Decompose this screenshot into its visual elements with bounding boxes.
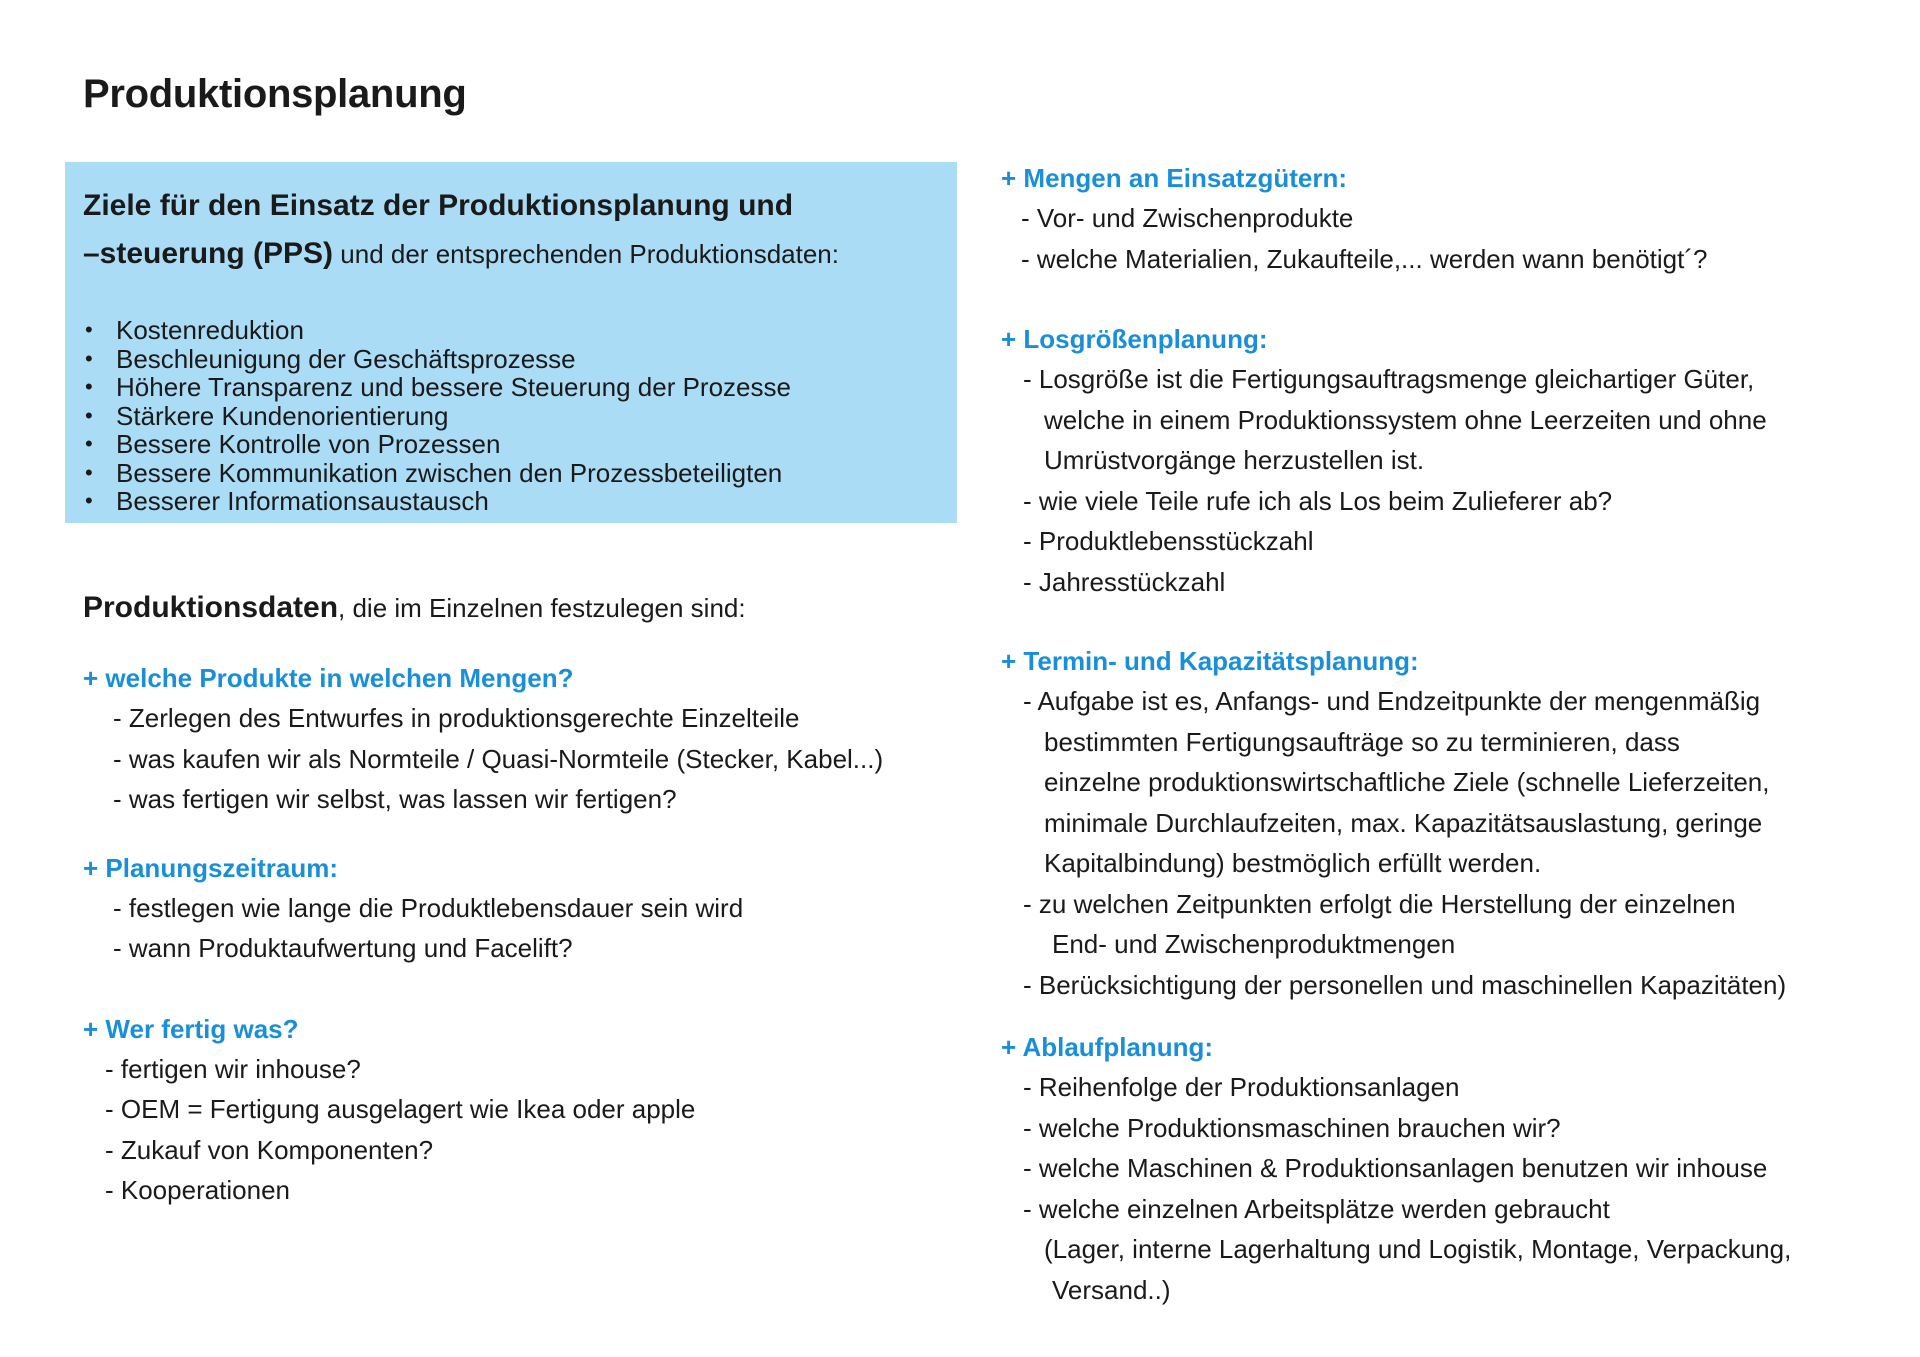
section-title: + Losgrößenplanung: xyxy=(1001,324,1268,354)
goals-list-item xyxy=(83,373,939,402)
section-line: - wann Produktaufwertung und Facelift? xyxy=(113,933,573,963)
section-line: minimale Durchlaufzeiten, max. Kapazitätsauslastung, geringe xyxy=(1044,807,1763,838)
section-line: bestimmten Fertigungsaufträge so zu terminieren, dass xyxy=(1044,726,1680,757)
section-termin-kapazitaetsplanung xyxy=(1001,641,1901,1005)
bullet-icon: • xyxy=(85,374,93,399)
section-planungszeitraum xyxy=(83,848,963,969)
section-line: End- und Zwischenproduktmengen xyxy=(1052,929,1456,959)
goals-heading xyxy=(83,182,939,278)
production-data-heading-bold: Produktionsdaten xyxy=(83,591,339,624)
bullet-icon: • xyxy=(85,459,93,485)
goals-item-text: Höhere Transparenz und bessere Steuerung der Prozesse xyxy=(116,372,791,402)
section-line: Umrüstvorgänge herzustellen ist. xyxy=(1044,445,1425,475)
section-line: welche in einem Produktionssystem ohne Leerzeiten und ohne xyxy=(1044,404,1767,435)
production-data-heading xyxy=(83,588,963,628)
bullet-icon: • xyxy=(85,431,93,456)
goals-list-item xyxy=(83,459,939,488)
bullet-icon: • xyxy=(85,488,93,513)
left-column xyxy=(83,588,963,1211)
section-line: - Vor- und Zwischenprodukte xyxy=(1021,203,1354,233)
section-line: - welche Produktionsmaschinen brauchen wir? xyxy=(1023,1112,1561,1143)
goals-heading-line-2: –steuerung (PPS) xyxy=(83,237,334,270)
section-line: - festlegen wie lange die Produktlebensdauer sein wird xyxy=(113,892,744,923)
goals-item-text: Besserer Informationsaustausch xyxy=(116,486,489,516)
section-line: - Zukauf von Komponenten? xyxy=(105,1134,434,1165)
section-wer-fertig-was xyxy=(83,1009,963,1211)
section-line: - welche einzelnen Arbeitsplätze werden gebraucht xyxy=(1023,1193,1610,1224)
section-line: einzelne produktionswirtschaftliche Ziele (schnelle Lieferzeiten, xyxy=(1044,767,1770,797)
section-ablaufplanung xyxy=(1001,1027,1901,1310)
section-line: - zu welchen Zeitpunkten erfolgt die Herstellung der einzelnen xyxy=(1023,888,1736,919)
section-line: - Losgröße ist die Fertigungsauftragsmenge gleichartiger Güter, xyxy=(1023,364,1755,394)
section-mengen-einsatzgueter xyxy=(1001,158,1901,279)
bullet-icon: • xyxy=(85,402,93,428)
goals-list xyxy=(83,316,939,516)
goals-list-item xyxy=(83,345,939,374)
section-line: Versand..) xyxy=(1052,1274,1171,1305)
section-line: - OEM = Fertigung ausgelagert wie Ikea oder apple xyxy=(105,1094,696,1124)
page-title: Produktionsplanung xyxy=(83,72,467,116)
section-line: - was kaufen wir als Normteile / Quasi-Normteile (Stecker, Kabel...) xyxy=(113,743,884,774)
goals-list-item xyxy=(83,316,939,345)
section-line: - Zerlegen des Entwurfes in produktionsgerechte Einzelteile xyxy=(113,703,800,733)
section-line: - welche Maschinen & Produktionsanlagen benutzen wir inhouse xyxy=(1023,1153,1768,1183)
goals-list-item xyxy=(83,430,939,459)
section-title: + Planungszeitraum: xyxy=(83,852,338,883)
goals-list-item xyxy=(83,402,939,431)
bullet-icon: • xyxy=(85,345,93,371)
section-line: - welche Materialien, Zukaufteile,... werden wann benötigt´? xyxy=(1021,243,1708,274)
goals-list-item xyxy=(83,487,939,516)
production-data-heading-suffix: , die im Einzelnen festzulegen sind: xyxy=(338,593,746,623)
goals-item-text: Beschleunigung der Geschäftsprozesse xyxy=(116,343,576,374)
section-line: - Kooperationen xyxy=(105,1175,291,1205)
section-losgroessenplanung xyxy=(1001,319,1901,602)
goals-item-text: Bessere Kommunikation zwischen den Prozessbeteiligten xyxy=(116,457,783,488)
goals-heading-line-1: Ziele für den Einsatz der Produktionsplanung und xyxy=(83,189,794,222)
section-title: + Wer fertig was? xyxy=(83,1013,299,1044)
section-title: + Termin- und Kapazitätsplanung: xyxy=(1001,646,1419,676)
goals-item-text: Bessere Kontrolle von Prozessen xyxy=(116,429,501,459)
section-line: - Jahresstückzahl xyxy=(1023,566,1226,597)
goals-box xyxy=(65,162,957,523)
section-title: + welche Produkte in welchen Mengen? xyxy=(83,663,574,693)
section-line: Kapitalbindung) bestmöglich erfüllt werden. xyxy=(1044,848,1542,878)
goals-heading-suffix: und der entsprechenden Produktionsdaten: xyxy=(333,239,839,269)
section-line: - was fertigen wir selbst, was lassen wir fertigen? xyxy=(113,784,677,814)
section-line: - Aufgabe ist es, Anfangs- und Endzeitpunkte der mengenmäßig xyxy=(1023,686,1761,716)
section-produkte-mengen xyxy=(83,658,963,820)
section-line: - Reihenfolge der Produktionsanlagen xyxy=(1023,1072,1460,1102)
section-line: - Berücksichtigung der personellen und maschinellen Kapazitäten) xyxy=(1023,969,1787,1000)
section-line: - wie viele Teile rufe ich als Los beim Zulieferer ab? xyxy=(1023,485,1613,516)
section-line: - fertigen wir inhouse? xyxy=(105,1053,361,1084)
goals-item-text: Kostenreduktion xyxy=(116,315,304,345)
section-line: - Produktlebensstückzahl xyxy=(1023,526,1314,556)
section-title: + Mengen an Einsatzgütern: xyxy=(1001,163,1347,193)
section-title: + Ablaufplanung: xyxy=(1001,1032,1214,1062)
right-column xyxy=(1001,158,1901,1310)
goals-item-text: Stärkere Kundenorientierung xyxy=(116,400,449,431)
bullet-icon: • xyxy=(85,317,93,342)
section-line: (Lager, interne Lagerhaltung und Logistik, Montage, Verpackung, xyxy=(1044,1234,1792,1264)
